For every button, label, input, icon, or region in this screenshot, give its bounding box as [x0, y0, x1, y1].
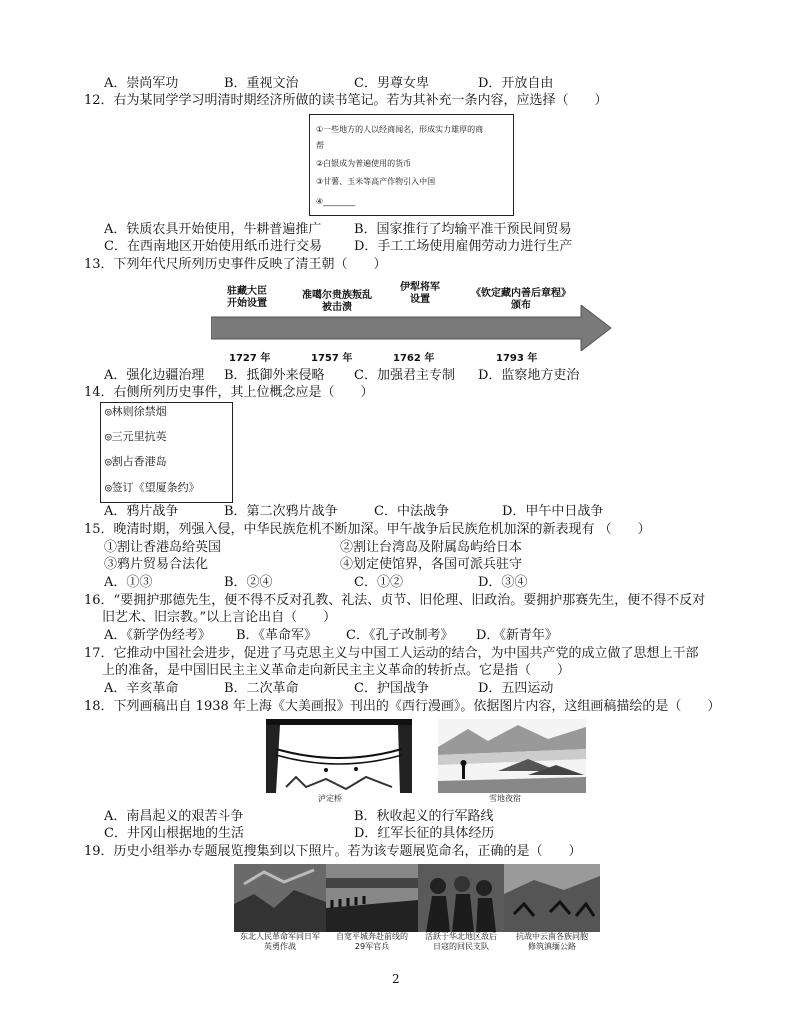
q14-events-box	[100, 402, 233, 503]
timeline-event-2-label: 准噶尔贵族叛乱 被击溃	[302, 290, 372, 313]
q12-note-3: ③甘薯、玉米等高产作物引入中国	[316, 177, 436, 186]
q19-caption-2: 自宽平城奔赴前线的 29军官兵	[336, 932, 408, 951]
timeline-year-3: 1762 年	[393, 353, 435, 364]
q19-photo-2	[326, 864, 418, 932]
q16-option-a[interactable]: A．《新学伪经考》	[104, 628, 211, 643]
q18-option-c[interactable]: C．井冈山根据地的生活	[104, 826, 244, 841]
q12-note-2: ②白银成为普遍使用的货币	[316, 159, 412, 168]
q17-stem-line1: 17．它推动中国社会进步，促进了马克思主义与中国工人运动的结合，为中国共产党的成立做了思想上干部	[84, 646, 699, 661]
q14-event-1: ◎林则徐禁烟	[105, 405, 167, 418]
q15-option-a[interactable]: A．①③	[104, 575, 153, 590]
q19-photo-1	[234, 864, 326, 932]
q18-caption-2: 雪地夜宿	[489, 794, 521, 803]
q19-photo-4	[504, 864, 600, 932]
q16-stem-line2: 旧艺术、旧宗教。”以上言论出自（ ）	[102, 610, 337, 625]
q12-option-c[interactable]: C．在西南地区开始使用纸币进行交易	[104, 239, 322, 254]
q15-option-d[interactable]: D．③④	[478, 575, 528, 590]
q15-stem: 15．晚清时期，列强入侵，中华民族危机不断加深。甲午战争后民族危机加深的新表现有 （ ）	[84, 522, 651, 537]
q13-stem: 13．下列年代尺所列历史事件反映了清王朝（ ）	[84, 257, 387, 272]
q12-note-4: ④________	[316, 197, 356, 206]
q16-option-b[interactable]: B．《革命军》	[236, 628, 318, 643]
q15-item-2: ②割让台湾岛及附属岛屿给日本	[340, 540, 523, 555]
q15-item-4: ④划定使馆界，各国可派兵驻守	[340, 557, 523, 572]
q11-option-c[interactable]: C．男尊女卑	[354, 76, 429, 91]
q15-option-b[interactable]: B．②④	[224, 575, 273, 590]
q14-event-3: ◎割占香港岛	[105, 455, 167, 468]
snow-camp-drawing	[438, 719, 586, 793]
q18-caption-1: 泸定桥	[318, 794, 342, 803]
q17-option-a[interactable]: A．辛亥革命	[104, 681, 179, 696]
q19-caption-4: 抗战中云南各族同胞 修筑滇缅公路	[516, 932, 588, 951]
q14-event-2: ◎三元里抗英	[105, 430, 167, 443]
q15-item-3: ③鸦片贸易合法化	[104, 557, 209, 572]
q16-option-c[interactable]: C．《孔子改制考》	[346, 628, 454, 643]
q14-option-b[interactable]: B．第二次鸦片战争	[224, 504, 338, 519]
q17-option-d[interactable]: D．五四运动	[478, 681, 554, 696]
q17-stem-line2: 上的准备，是中国旧民主主义革命走向新民主主义革命的转折点。它是指（ ）	[102, 663, 571, 678]
q12-stem: 12．右为某同学学习明清时期经济所做的读书笔记。若为其补充一条内容，应选择（ ）	[84, 93, 608, 108]
q14-option-d[interactable]: D．甲午中日战争	[502, 504, 604, 519]
q12-option-a[interactable]: A．铁质农具开始使用，牛耕普遍推广	[104, 222, 322, 237]
q12-notes-box	[309, 114, 514, 216]
q12-option-b[interactable]: B．国家推行了均输平准干预民间贸易	[354, 222, 572, 237]
q11-option-a[interactable]: A．崇尚军功	[104, 76, 179, 91]
q17-option-c[interactable]: C．护国战争	[354, 681, 429, 696]
q19-caption-3: 活跃于华北地区敌后 日寇的回民支队	[425, 932, 497, 951]
q12-option-d[interactable]: D．手工工场使用雇佣劳动力进行生产	[354, 239, 573, 254]
q18-stem: 18．下列画稿出自 1938 年上海《大美画报》刊出的《西行漫画》。依据图片内容，这组画稿描绘的是（ ）	[84, 699, 721, 714]
q14-option-c[interactable]: C．中法战争	[374, 504, 449, 519]
q14-event-4: ◎签订《望厦条约》	[105, 481, 200, 494]
q19-photo-3	[418, 864, 504, 932]
q18-option-b[interactable]: B．秋收起义的行军路线	[354, 809, 494, 824]
q13-option-d[interactable]: D．监察地方吏治	[478, 368, 580, 383]
q15-item-1: ①割让香港岛给英国	[104, 540, 222, 555]
q14-stem: 14．右侧所列历史事件，其上位概念应是（ ）	[84, 385, 374, 400]
q15-option-c[interactable]: C．①②	[354, 575, 403, 590]
q18-option-d[interactable]: D．红军长征的具体经历	[354, 826, 495, 841]
q18-option-a[interactable]: A．南昌起义的艰苦斗争	[104, 809, 244, 824]
luding-bridge-drawing	[266, 719, 412, 793]
q19-stem: 19．历史小组举办专题展览搜集到以下照片。若为该专题展览命名，正确的是（ ）	[84, 844, 582, 859]
q14-option-a[interactable]: A．鸦片战争	[104, 504, 179, 519]
timeline-year-1: 1727 年	[229, 353, 271, 364]
timeline-event-1-label: 驻藏大臣 开始设置	[227, 286, 267, 309]
q16-stem-line1: 16．“要拥护那德先生，便不得不反对孔教、礼法、贞节、旧伦理、旧政治。要拥护那赛先生，便不得不反对	[84, 593, 706, 608]
q12-note-1: ①一些地方的人以经商闻名，形成实力雄厚的商	[316, 125, 484, 134]
timeline-year-4: 1793 年	[496, 353, 538, 364]
timeline-year-2: 1757 年	[311, 353, 353, 364]
q11-option-d[interactable]: D．开放自由	[478, 76, 554, 91]
q17-option-b[interactable]: B．二次革命	[224, 681, 299, 696]
timeline-event-3-label: 伊犁将军 设置	[400, 282, 440, 305]
q19-caption-1: 东北人民革命军同日军 英勇作战	[240, 932, 320, 951]
q16-option-d[interactable]: D．《新青年》	[476, 628, 558, 643]
q13-option-c[interactable]: C．加强君主专制	[354, 368, 455, 383]
q13-option-a[interactable]: A．强化边疆治理	[104, 368, 205, 383]
q11-option-b[interactable]: B．重视文治	[224, 76, 299, 91]
timeline-event-4-label: 《钦定藏内善后章程》 颁布	[471, 288, 571, 311]
q13-option-b[interactable]: B．抵御外来侵略	[224, 368, 325, 383]
q12-note-1-cont: 帮	[316, 141, 324, 150]
page-number: 2	[392, 972, 400, 986]
